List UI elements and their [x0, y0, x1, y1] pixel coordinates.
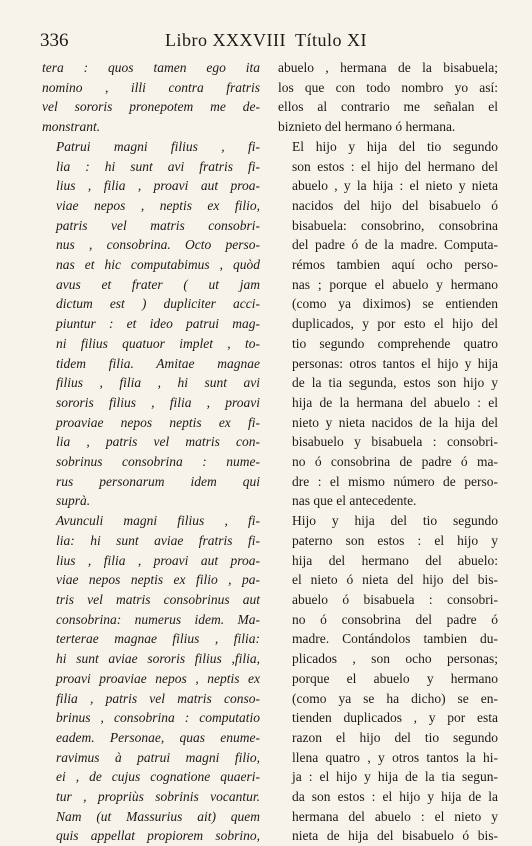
text-line: lia: hi sunt aviae fratris fi- [56, 532, 260, 548]
latin-column [42, 58, 260, 846]
text-line: filius , filia , hi sunt avi [56, 375, 260, 391]
text-line: hija de la hermana del abuelo : el [292, 394, 498, 410]
latin-paragraph-1 [42, 58, 260, 137]
text-line: no ó consobrina del padre ó [292, 611, 498, 627]
text-line: hermana del abuelo : el nieto y [292, 808, 498, 824]
text-line: Hijo y hija del tio segundo [292, 513, 498, 529]
latin-paragraph-3 [42, 511, 260, 846]
text-line: paterno son estos : el hijo y [292, 532, 498, 548]
text-line: porque el abuelo y hermano [292, 670, 498, 686]
text-line: proaviae nepos neptis ex fi- [56, 414, 260, 430]
text-line: viae nepos neptis ex filio , pa- [56, 572, 260, 588]
text-line: tera : quos tamen ego ita [42, 60, 260, 75]
text-line: personas: otros tantos el hijo y hija [292, 355, 498, 371]
text-line: de la tia segunda, estos son hijo y [292, 375, 498, 391]
text-line: plicados , son ocho personas; [292, 651, 498, 667]
text-line: lia : hi sunt avi fratris fi- [56, 158, 260, 174]
spanish-paragraph-3 [278, 511, 498, 846]
text-line: brinus , consobrina : computatio [56, 710, 260, 726]
text-line: consobrina: numerus idem. Ma- [56, 611, 260, 627]
text-line: dictum est ) dupliciter acci- [56, 296, 260, 312]
text-line: hija del hermano del abuelo: [292, 552, 498, 568]
latin-paragraph-2 [42, 137, 260, 511]
text-line: (como ya diximos) se entienden [292, 296, 498, 312]
text-line: nas et hic computabimus , quòd [56, 257, 260, 273]
spanish-paragraph-1 [278, 58, 498, 137]
text-line: Avunculi magni filius , fi- [56, 513, 260, 529]
text-line: avus et frater ( ut jam [56, 276, 260, 292]
text-line: tur , propriùs sobrinis vocantur. [56, 789, 260, 805]
text-line: terterae magnae filius , filia: [56, 631, 260, 647]
text-line: quis appellat propiorem sobrino, [56, 828, 260, 844]
text-line: lius , filia , proavi aut proa- [56, 178, 260, 194]
text-line: suprà. [56, 493, 91, 509]
text-line: ni filius quatuor implet , to- [56, 335, 260, 351]
text-line: El hijo y hija del tio segundo [292, 138, 498, 154]
text-line: sobrinus consobrina : nume- [56, 454, 260, 470]
text-line: nas ; porque el abuelo y hermano [292, 276, 498, 292]
text-line: vel sororis pronepotem me de- [42, 99, 260, 115]
text-line: bisabuelo y bisabuela : consobri- [292, 434, 498, 450]
text-line: nomino , illi contra fratris [42, 79, 260, 95]
page-number: 336 [40, 30, 69, 51]
text-line: nas que el antecedente. [292, 493, 417, 509]
text-line: Patrui magni filius , fi- [56, 138, 260, 154]
text-line: piuntur : et ideo patrui mag- [56, 316, 260, 332]
book-label: Libro XXXVIII [165, 30, 286, 50]
text-line: el nieto ó nieta del hijo del bis- [292, 572, 498, 588]
text-line: tris vel matris consobrinus aut [56, 591, 260, 607]
spanish-paragraph-2 [278, 137, 498, 511]
text-line: ei , de cujus cognatione quaeri- [56, 769, 260, 785]
text-line: da son estos : el hijo y hija de la [292, 789, 498, 805]
text-line: (como ya se ha dicho) se en- [292, 690, 498, 706]
text-line: nus , consobrina. Octo perso- [56, 237, 260, 253]
text-line: abuelo , y la hija : el nieto y nieta [292, 178, 498, 194]
text-line: tio segundo comprehende quatro [292, 335, 498, 351]
text-line: hi sunt aviae sororis filius ,filia, [56, 651, 260, 667]
text-line: proavi proaviae nepos , neptis ex [56, 670, 260, 686]
text-line: no ó consobrina de padre ó ma- [292, 454, 498, 470]
text-line: razon el hijo del tio segundo [292, 729, 498, 745]
text-line: ellos al contrario me señalan el [278, 99, 498, 115]
text-line: madre. Contándolos tambien du- [292, 631, 498, 647]
text-line: rémos tambien aquí ocho perso- [292, 257, 498, 273]
text-line: filia , patris vel matris conso- [56, 690, 260, 706]
text-line: nacidos del hijo del bisabuelo ó [292, 197, 498, 213]
text-line: Nam (ut Massurius ait) quem [56, 808, 260, 824]
text-line: llena quatro , y otros tantos la hi- [292, 749, 498, 765]
text-line: bisabuela: consobrino, consobrina [292, 217, 498, 233]
text-line: ravimus à patrui magni filio, [56, 749, 260, 765]
text-line: rus personarum idem qui [56, 473, 260, 489]
text-line: monstrant. [42, 119, 101, 135]
text-line: lia , patris vel matris con- [56, 434, 260, 450]
text-line: abuelo , hermana de la bisabuela; [278, 60, 498, 75]
title-label: Título XI [294, 30, 367, 50]
spanish-column [278, 58, 498, 846]
text-line: sororis filius , filia , proavi [56, 394, 260, 410]
text-line: nieta de hija del bisabuelo ó bis- [292, 828, 498, 844]
text-line: nieto y nieta nacidos de la hija del [292, 414, 498, 430]
text-line: ja : el hijo y hija de la tia segun- [292, 769, 498, 785]
running-head [40, 30, 492, 51]
text-line: lius , filia , proavi aut proa- [56, 552, 260, 568]
text-line: dre : el mismo número de perso- [292, 473, 498, 489]
text-line: biznieto del hermano ó hermana. [278, 119, 456, 135]
text-line: abuelo ó bisabuela : consobri- [292, 591, 498, 607]
text-line: son estos : el hijo del hermano del [292, 158, 498, 174]
text-line: viae nepos , neptis ex filio, [56, 197, 260, 213]
page-header [40, 30, 492, 54]
text-line: eadem. Personae, quas enume- [56, 729, 260, 745]
text-line: los que con todo nombro yo así: [278, 79, 498, 95]
text-line: duplicados, y por esto el hijo del [292, 316, 498, 332]
text-line: patris vel matris consobri- [56, 217, 260, 233]
text-line: del padre ó de la madre. Computa- [292, 237, 498, 253]
text-line: tienden duplicados , y por esta [292, 710, 498, 726]
text-line: tidem filia. Amitae magnae [56, 355, 260, 371]
